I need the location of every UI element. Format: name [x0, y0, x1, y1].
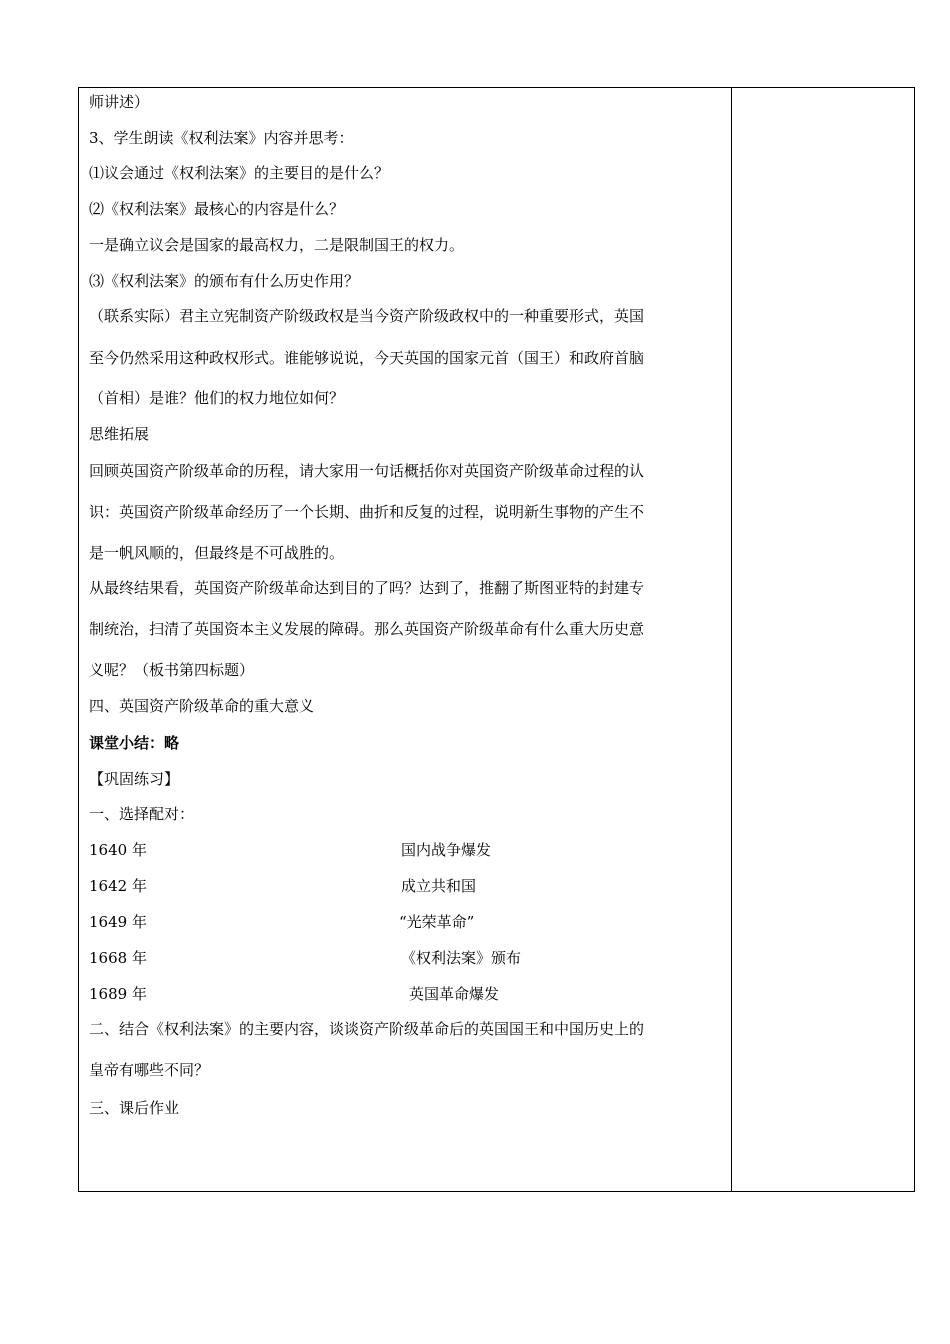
matching-event: 成立共和国: [401, 877, 477, 895]
text-line: 是一帆风顺的，但最终是不可战胜的。: [89, 544, 345, 562]
text-line: 回顾英国资产阶级革命的历程，请大家用一句话概括你对英国资产阶级革命过程的认: [89, 462, 645, 480]
text-line: 皇帝有哪些不同？: [89, 1061, 210, 1079]
text-line: 义呢？（板书第四标题）: [89, 661, 255, 679]
matching-year: 1668 年: [89, 949, 147, 967]
class-summary-heading: 课堂小结：略: [89, 734, 180, 752]
text-line: 一是确立议会是国家的最高权力，二是限制国王的权力。: [89, 236, 465, 254]
text-line: 一、选择配对：: [89, 805, 195, 823]
text-line: 从最终结果看，英国资产阶级革命达到目的了吗？达到了，推翻了斯图亚特的封建专: [89, 579, 645, 597]
text-line: 至今仍然采用这种政权形式。谁能够说说，今天英国的国家元首（国王）和政府首脑: [89, 349, 645, 367]
text-line: 制统治，扫清了英国资本主义发展的障碍。那么英国资产阶级革命有什么重大历史意: [89, 620, 645, 638]
text-line: 二、结合《权利法案》的主要内容，谈谈资产阶级革命后的英国国王和中国历史上的: [89, 1020, 645, 1038]
matching-year: 1642 年: [89, 877, 147, 895]
lesson-content-cell: [79, 88, 731, 1191]
text-line: ⑶《权利法案》的颁布有什么历史作用？: [89, 272, 360, 290]
text-line: 思维拓展: [89, 425, 150, 443]
matching-event: 英国革命爆发: [409, 985, 500, 1003]
matching-event: 《权利法案》颁布: [401, 949, 522, 967]
matching-year: 1689 年: [89, 985, 147, 1003]
text-line: 识：英国资产阶级革命经历了一个长期、曲折和反复的过程，说明新生事物的产生不: [89, 503, 645, 521]
matching-event: 国内战争爆发: [401, 841, 492, 859]
practice-heading: 【巩固练习】: [89, 770, 180, 788]
text-line: （首相）是谁？他们的权力地位如何？: [89, 389, 345, 407]
matching-year: 1640 年: [89, 841, 147, 859]
homework-heading: 三、课后作业: [89, 1099, 180, 1117]
text-line: 师讲述）: [89, 93, 150, 111]
notes-cell: [732, 88, 914, 1191]
text-line: ⑵《权利法案》最核心的内容是什么？: [89, 200, 345, 218]
section-heading: 四、英国资产阶级革命的重大意义: [89, 697, 315, 715]
matching-year: 1649 年: [89, 913, 147, 931]
text-line: ⑴议会通过《权利法案》的主要目的是什么？: [89, 164, 390, 182]
matching-event: “光荣革命”: [399, 913, 475, 931]
lesson-plan-table: [78, 87, 915, 1192]
text-line: （联系实际）君主立宪制资产阶级政权是当今资产阶级政权中的一种重要形式，英国: [89, 307, 645, 325]
text-line: 3、学生朗读《权利法案》内容并思考：: [89, 129, 354, 147]
